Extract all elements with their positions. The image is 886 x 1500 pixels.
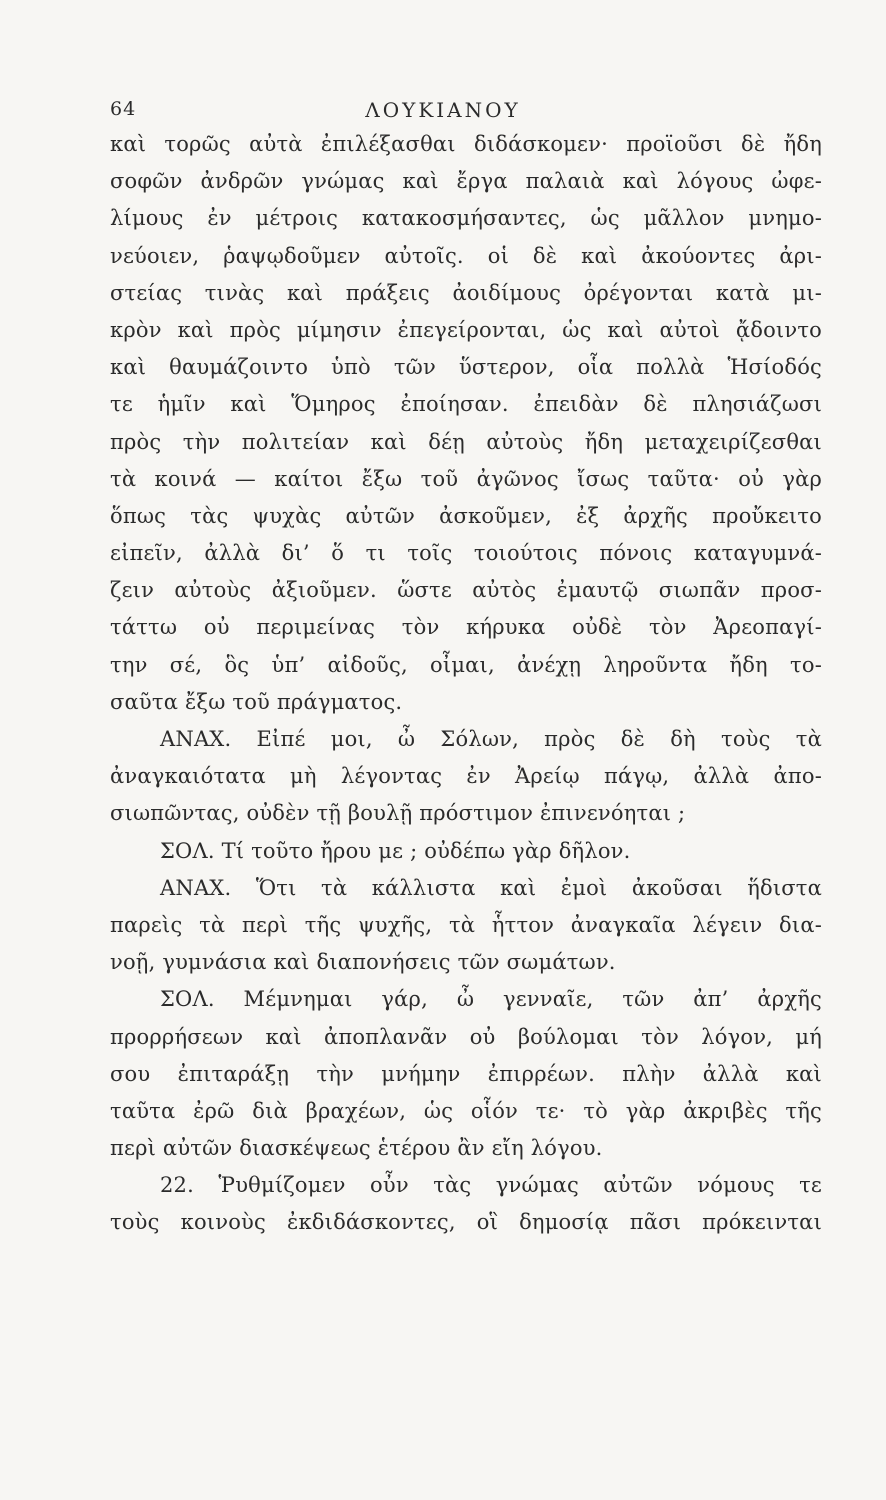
text-line: σου ἐπιταράξῃ τὴν μνήμην ἐπιρρέων. πλὴν ἀλλὰ καὶ [110, 1061, 822, 1086]
text-line: ΣΟΛ. Τί τοῦτο ἤρου με ; οὐδέπω γὰρ δῆλον. [160, 838, 631, 863]
page-number: 64 [110, 98, 137, 120]
text-body [110, 126, 822, 1242]
running-title: ΛΟΥΚΙΑΝΟΥ [365, 98, 521, 122]
text-line: κρὸν καὶ πρὸς μίμησιν ἐπεγείρονται, ὡς καὶ αὐτοὶ ᾄδοιντο [110, 317, 822, 342]
text-line: ὅπως τὰς ψυχὰς αὐτῶν ἀσκοῦμεν, ἐξ ἀρχῆς προὔκειτο [110, 503, 822, 528]
text-line: καὶ τορῶς αὐτὰ ἐπιλέξασθαι διδάσκομεν· προϊοῦσι δὲ ἤδη [110, 132, 822, 156]
text-line: ζειν αὐτοὺς ἀξιοῦμεν. ὥστε αὐτὸς ἐμαυτῷ σιωπᾶν προσ- [110, 578, 822, 603]
text-line: προρρήσεων καὶ ἀποπλανᾶν οὐ βούλομαι τὸν λόγον, μή [110, 1024, 822, 1049]
text-line: νοῇ, γυμνάσια καὶ διαπονήσεις τῶν σωμάτων. [110, 950, 616, 975]
text-line: περὶ αὐτῶν διασκέψεως ἑτέρου ἂν εἴη λόγου. [110, 1136, 603, 1161]
text-line: τε ἡμῖν καὶ Ὅμηρος ἐποίησαν. ἐπειδὰν δὲ πλησιάζωσι [110, 392, 822, 417]
text-line: λίμους ἐν μέτροις κατακοσμήσαντες, ὡς μᾶλλον μνημο- [110, 206, 822, 231]
text-line: στείας τινὰς καὶ πράξεις ἀοιδίμους ὀρέγονται κατὰ μι- [110, 280, 822, 305]
text-line: ἀναγκαιότατα μὴ λέγοντας ἐν Ἀρείῳ πάγῳ, ἀλλὰ ἀπο- [110, 764, 822, 789]
text-line: τὰ κοινά — καίτοι ἔξω τοῦ ἀγῶνος ἴσως ταῦτα· οὐ γὰρ [110, 466, 822, 491]
text-line: τάττω οὐ περιμείνας τὸν κήρυκα οὐδὲ τὸν Ἀρεοπαγί- [110, 615, 822, 640]
text-line: σοφῶν ἀνδρῶν γνώμας καὶ ἔργα παλαιὰ καὶ λόγους ὠφε- [110, 169, 822, 194]
text-line: σιωπῶντας, οὐδὲν τῇ βουλῇ πρόστιμον ἐπινενόηται ; [110, 801, 686, 826]
text-line: ΑΝΑΧ. Ὅτι τὰ κάλλιστα καὶ ἐμοὶ ἀκοῦσαι ἥδιστα [160, 875, 822, 900]
text-line: καὶ θαυμάζοιντο ὑπὸ τῶν ὕστερον, οἷα πολλὰ Ἡσίοδός [110, 355, 822, 380]
text-line: νεύοιεν, ῥαψῳδοῦμεν αὐτοῖς. οἱ δὲ καὶ ἀκούοντες ἀρι- [110, 243, 822, 268]
text-line: σαῦτα ἔξω τοῦ πράγματος. [110, 689, 403, 714]
text-line: την σέ, ὃς ὑπ’ αἰδοῦς, οἶμαι, ἀνέχῃ ληροῦντα ἤδη το- [110, 652, 822, 677]
text-line: ταῦτα ἐρῶ διὰ βραχέων, ὡς οἷόν τε· τὸ γὰρ ἀκριβὲς τῆς [110, 1098, 822, 1123]
text-line: τοὺς κοινοὺς ἐκδιδάσκοντες, οἳ δημοσίᾳ πᾶσι πρόκεινται [110, 1210, 822, 1235]
text-line: 22. Ῥυθμίζομεν οὖν τὰς γνώμας αὐτῶν νόμους τε [160, 1173, 822, 1198]
text-line: πρὸς τὴν πολιτείαν καὶ δέῃ αὐτοὺς ἤδη μεταχειρίζεσθαι [110, 429, 822, 454]
text-line: εἰπεῖν, ἀλλὰ δι’ ὅ τι τοῖς τοιούτοις πόνοις καταγυμνά- [110, 541, 822, 566]
text-line: ΑΝΑΧ. Εἰπέ μοι, ὦ Σόλων, πρὸς δὲ δὴ τοὺς τὰ [160, 727, 822, 751]
running-head [0, 98, 886, 128]
text-line: παρεὶς τὰ περὶ τῆς ψυχῆς, τὰ ἧττον ἀναγκαῖα λέγειν δια- [110, 912, 822, 937]
text-line: ΣΟΛ. Μέμνημαι γάρ, ὦ γενναῖε, τῶν ἀπ’ ἀρχῆς [160, 987, 822, 1012]
